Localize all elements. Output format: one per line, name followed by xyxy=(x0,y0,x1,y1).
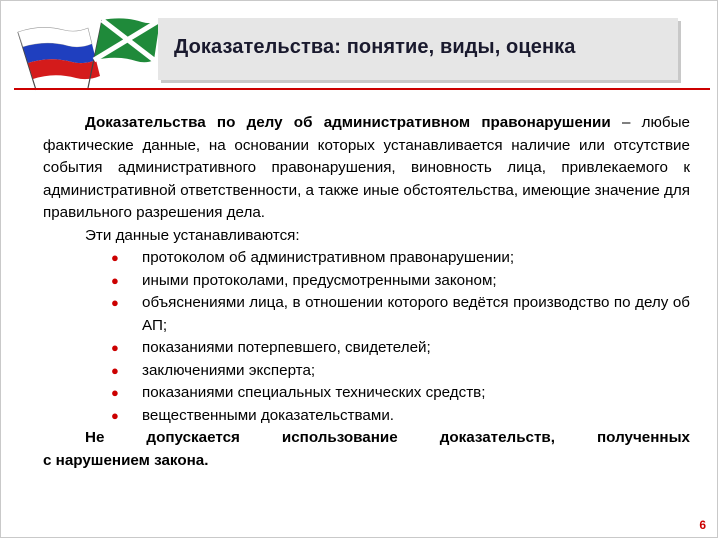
bullet-icon: ● xyxy=(111,295,119,310)
list-item: ● показаниями специальных технических средств; xyxy=(43,382,690,405)
list-item: ● объяснениями лица, в отношении которого ведётся производство по делу об АП; xyxy=(111,294,690,334)
slide-title: Доказательства: понятие, виды, оценка xyxy=(174,36,576,58)
bullet-icon: ● xyxy=(111,407,119,423)
green-flag-icon xyxy=(88,18,160,88)
bullet-icon: ● xyxy=(111,362,119,378)
bullet-icon: ● xyxy=(111,272,119,288)
list-item: ● заключениями эксперта; xyxy=(43,360,690,383)
flags-logo xyxy=(6,14,166,94)
definition-lead: Доказательства по делу об административном правонарушении xyxy=(85,114,611,131)
list-item: ● вещественными доказательствами. xyxy=(43,405,690,428)
list-item: ● протоколом об административном правонарушении; xyxy=(43,247,690,270)
list-item: ● показаниями потерпевшего, свидетелей; xyxy=(43,337,690,360)
sources-intro: Эти данные устанавливаются: xyxy=(85,226,300,244)
conclusion-line-1: Не допускается использование доказательств, полученных xyxy=(85,429,690,446)
slide-content xyxy=(43,112,690,472)
title-divider xyxy=(14,88,710,90)
definition-paragraph xyxy=(43,112,690,225)
definition-text: – любые фактические данные, на основании которых устанавливается наличие или отсутствие события административного правонарушения, виновность лица, привлекаемого к административной ответственности, а также иные обстоятельства, имеющие значение для правильного разрешения дела. xyxy=(43,114,690,221)
russian-flag-icon xyxy=(18,27,100,90)
bullet-icon: ● xyxy=(111,250,119,265)
conclusion-line-2: с нарушением закона. xyxy=(43,451,209,469)
list-item: ● иными протоколами, предусмотренными законом; xyxy=(43,270,690,293)
page-number: 6 xyxy=(699,518,706,532)
evidence-list xyxy=(43,247,690,427)
bullet-icon: ● xyxy=(111,340,119,355)
bullet-icon: ● xyxy=(111,385,119,400)
